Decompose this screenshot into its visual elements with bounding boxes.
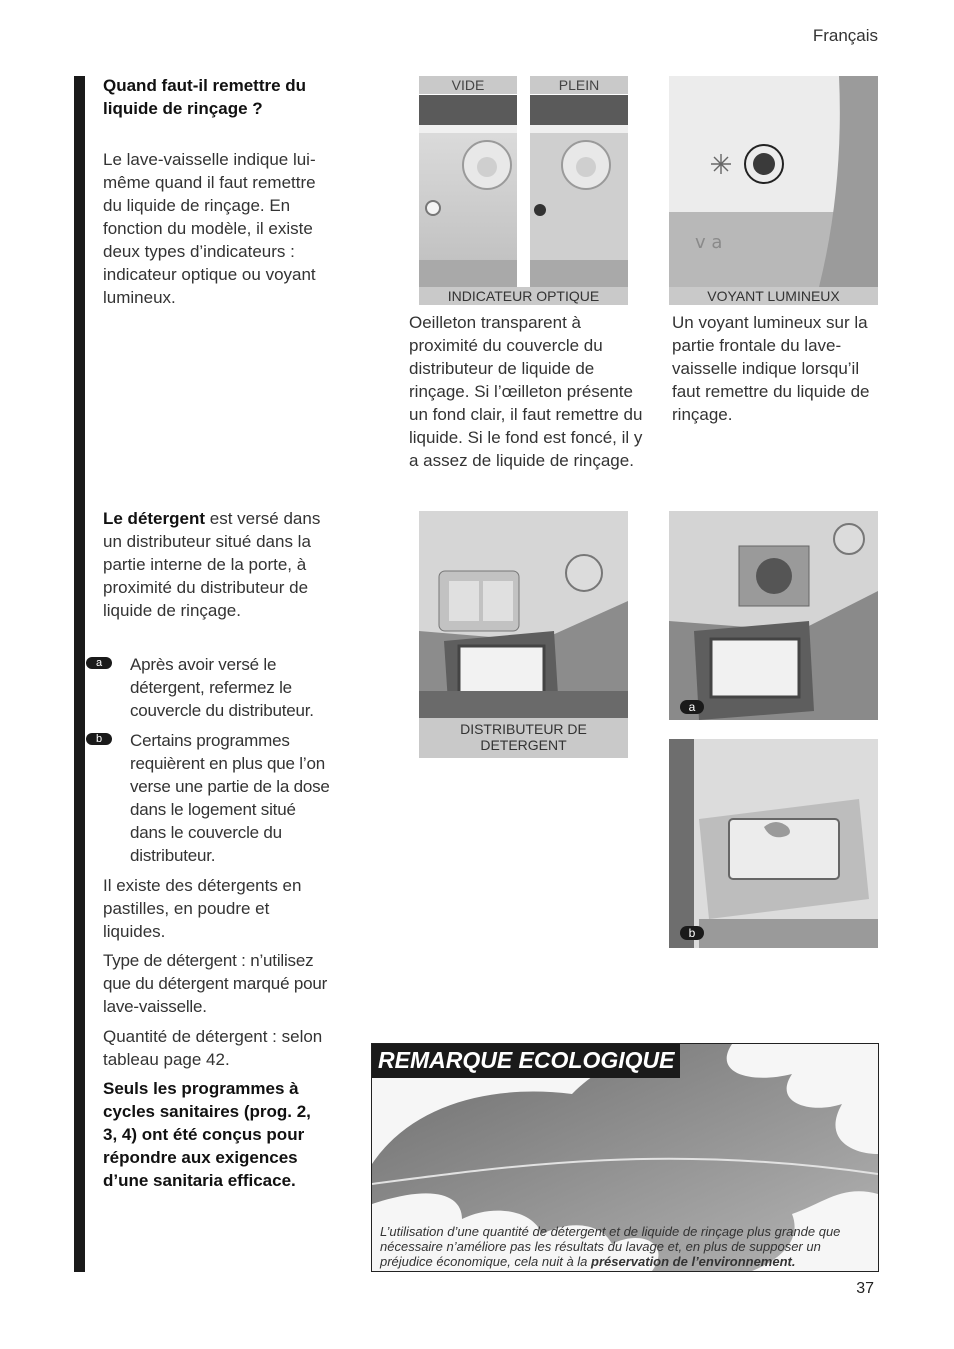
detergent-intro xyxy=(103,507,328,622)
eco-remark-title: REMARQUE ECOLOGIQUE xyxy=(372,1044,680,1078)
step-b-text: Certains programmes requièrent en plus que l’on verse une partie de la dose dans le logement situé dans le couvercle du distributeur. xyxy=(130,731,330,865)
rinse-body: Le lave-vaisselle indique lui-même quand il faut remettre du liquide de rinçage. En fonction du modèle, il existe deux types d’indicateurs : indicateur optique ou voyant lumineux. xyxy=(103,150,316,307)
page-number: 37 xyxy=(856,1280,874,1297)
caption-distributeur: DISTRIBUTEUR DE DETERGENT xyxy=(419,718,628,758)
photo-indicator-plein xyxy=(530,95,628,288)
eco-remark-text xyxy=(380,1224,872,1269)
voyant-description: Un voyant lumineux sur la partie frontale du lave-vaisselle indique lorsqu’il faut remettre du liquide de rinçage. xyxy=(672,313,870,424)
bullet-b: b xyxy=(86,733,112,745)
caption-voyant: VOYANT LUMINEUX xyxy=(669,287,878,305)
detergent-intro-text: est versé dans un distributeur situé dans la partie interne de la porte, à proximité du distributeur de liquide de rinçage. xyxy=(103,509,321,620)
label-vide: VIDE xyxy=(419,76,517,94)
step-a-text: Après avoir versé le détergent, refermez le couvercle du distributeur. xyxy=(130,655,314,720)
detergent-term: Le détergent xyxy=(103,509,206,528)
photo-step-a xyxy=(669,511,878,720)
photo-step-b xyxy=(669,739,878,948)
detergent-types-text: Il existe des détergents en pastilles, en poudre et liquides. xyxy=(103,876,302,941)
badge-b: b xyxy=(680,926,704,940)
section-bar xyxy=(74,76,85,1272)
svg-text:v a: v a xyxy=(695,232,723,253)
badge-a: a xyxy=(680,700,704,714)
detergent-type-text: Type de détergent : n’utilisez que du détergent marqué pour lave-vaisselle. xyxy=(103,951,328,1016)
rinse-heading: Quand faut-il remettre du liquide de rinçage ? xyxy=(103,76,307,118)
bullet-a: a xyxy=(86,657,112,669)
photo-warning-light xyxy=(669,76,878,287)
label-plein: PLEIN xyxy=(530,76,628,94)
indicator-description: Oeilleton transparent à proximité du couvercle du distributeur de liquide de rinçage. Si l’œilleton présente un fond clair, il faut remettre du liquide. Si le fond est foncé, il y a assez de liquide de rinçage. xyxy=(409,313,643,470)
eco-remark-body: L’utilisation d’une quantité de détergent et de liquide de rinçage plus grande que nécessaire n’améliore pas les résultats du lavage et, en plus de supposer un préjudice économique, cela nuit à la xyxy=(380,1224,841,1269)
eco-remark-emphasis: préservation de l’environnement. xyxy=(591,1254,796,1269)
photo-detergent-dispenser xyxy=(419,511,628,718)
language-label: Français xyxy=(812,26,878,45)
sanitary-programs-note: Seuls les programmes à cycles sanitaires (prog. 2, 3, 4) ont été conçus pour répondre aux exigences d’une sanitaria efficace. xyxy=(103,1079,311,1190)
detergent-quantity-text: Quantité de détergent : selon tableau page 42. xyxy=(103,1027,323,1069)
caption-indicator: INDICATEUR OPTIQUE xyxy=(419,287,628,305)
photo-indicator-vide xyxy=(419,95,517,288)
